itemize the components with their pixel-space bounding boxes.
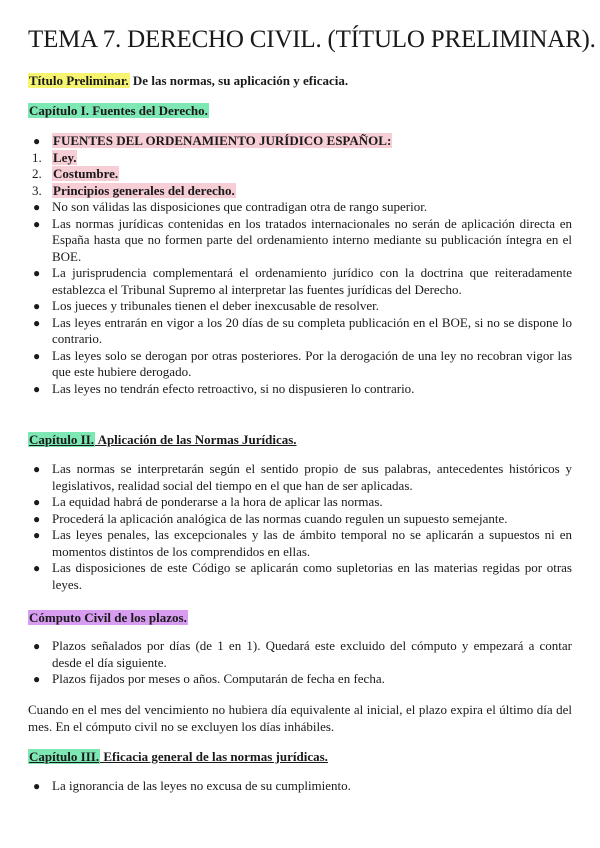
sources-heading-item xyxy=(28,133,572,150)
bullet-icon: ● xyxy=(33,299,41,313)
bullet-icon: ● xyxy=(33,672,41,686)
bullet-icon: ● xyxy=(33,266,41,280)
intro-rest: De las normas, su aplicación y eficacia. xyxy=(129,73,349,88)
bullet-icon: ● xyxy=(33,134,41,148)
list-item xyxy=(28,494,572,511)
list-item xyxy=(28,199,572,216)
list-item xyxy=(28,638,572,671)
list-item-text: Las normas jurídicas contenidas en los tratados internacionales no serán de aplicación directa en España hasta que no formen parte del ordenamiento interno mediante su publicación íntegra en el BOE. xyxy=(52,215,572,264)
list-item-text: Las leyes penales, las excepcionales y las de ámbito temporal no se aplicarán a supuestos ni en momentos distintos de los comprendidos en ellas. xyxy=(52,527,572,559)
bullet-icon: ● xyxy=(33,639,41,653)
bullet-icon: ● xyxy=(33,216,41,231)
list-item xyxy=(28,461,572,494)
list-item xyxy=(28,560,572,593)
bullet-icon: ● xyxy=(33,381,41,396)
source-label: Principios generales del derecho. xyxy=(53,182,235,198)
cap2-heading-prefix: Capítulo II. xyxy=(29,432,95,447)
cap2-list xyxy=(28,461,572,593)
list-item xyxy=(28,511,572,528)
computo-list xyxy=(28,638,572,688)
bullet-icon: ● xyxy=(33,528,41,542)
list-item-text: Las leyes solo se derogan por otras posteriores. Por la derogación de una ley no recobran vigor las que este hubiere derogado. xyxy=(52,347,572,379)
source-number: 1. xyxy=(32,149,42,165)
list-item-text: Las leyes no tendrán efecto retroactivo, si no dispusieren lo contrario. xyxy=(52,380,415,396)
list-item-text: Las disposiciones de este Código se aplicarán como supletorias en las materias regidas por otras leyes. xyxy=(52,560,572,592)
list-item xyxy=(28,265,572,298)
bullet-icon: ● xyxy=(33,200,41,214)
list-item xyxy=(28,298,572,315)
titulo-preliminar-highlight: Título Preliminar. xyxy=(29,73,129,88)
bullet-icon: ● xyxy=(33,561,41,575)
bullet-icon: ● xyxy=(33,315,41,330)
source-item xyxy=(28,166,572,183)
list-item xyxy=(28,527,572,560)
list-item-text: La equidad habrá de ponderarse a la hora de aplicar las normas. xyxy=(52,494,383,509)
cap3-heading xyxy=(28,749,572,766)
cap3-list xyxy=(28,778,572,795)
source-number: 2. xyxy=(32,166,42,181)
cap2-heading-rest: Aplicación de las Normas Jurídicas. xyxy=(95,432,297,447)
list-item xyxy=(28,381,572,398)
list-item xyxy=(28,348,572,381)
bullet-icon: ● xyxy=(33,511,41,526)
list-item-text: La ignorancia de las leyes no excusa de su cumplimiento. xyxy=(52,778,351,793)
bullet-icon: ● xyxy=(33,779,41,793)
source-item xyxy=(28,150,572,167)
computo-heading xyxy=(28,610,572,627)
cap1-heading xyxy=(28,103,572,120)
intro-line xyxy=(28,73,572,90)
list-item-text: Los jueces y tribunales tienen el deber inexcusable de resolver. xyxy=(52,298,380,313)
list-item-text: La jurisprudencia complementará el ordenamiento jurídico con la doctrina que reiteradamente establezca el Tribunal Supremo al interpretar las fuentes jurídicas del Derecho. xyxy=(52,265,572,297)
page-title: TEMA 7. DERECHO CIVIL. (TÍTULO PRELIMINAR). xyxy=(28,26,596,53)
list-item-text: Plazos señalados por días (de 1 en 1). Quedará este excluido del cómputo y empezará a contar desde el día siguiente. xyxy=(52,638,572,670)
cap3-heading-rest: Eficacia general de las normas jurídicas. xyxy=(100,749,328,764)
list-item xyxy=(28,315,572,348)
list-item-text: No son válidas las disposiciones que contradigan otra de rango superior. xyxy=(52,199,428,214)
list-item-text: Plazos fijados por meses o años. Computarán de fecha en fecha. xyxy=(52,671,385,686)
computo-heading-text: Cómputo Civil de los plazos. xyxy=(29,610,187,625)
source-item xyxy=(28,183,572,200)
source-label: Costumbre. xyxy=(53,166,119,181)
bullet-icon: ● xyxy=(33,462,41,476)
sources-block xyxy=(28,133,572,397)
sources-heading: FUENTES DEL ORDENAMIENTO JURÍDICO ESPAÑOL: xyxy=(53,133,392,148)
list-item xyxy=(28,778,572,795)
bullet-icon: ● xyxy=(33,348,41,363)
list-item xyxy=(28,671,572,688)
source-number: 3. xyxy=(32,182,42,198)
cap1-heading-text: Capítulo I. Fuentes del Derecho. xyxy=(29,103,208,118)
list-item-text: Las normas se interpretarán según el sentido propio de sus palabras, antecedentes históricos y legislativos, realidad social del tiempo en el que han de ser aplicadas. xyxy=(52,461,572,493)
cap3-heading-prefix: Capítulo III. xyxy=(29,749,100,764)
list-item xyxy=(28,216,572,266)
source-label: Ley. xyxy=(53,149,77,165)
list-item-text: Procederá la aplicación analógica de las normas cuando regulen un supuesto semejante. xyxy=(52,510,508,526)
computo-paragraph: Cuando en el mes del vencimiento no hubiera día equivalente al inicial, el plazo expira el último día del mes. En el cómputo civil no se excluyen los días inhábiles. xyxy=(28,702,572,734)
list-item-text: Las leyes entrarán en vigor a los 20 días de su completa publicación en el BOE, si no se dispone lo contrario. xyxy=(52,314,572,346)
bullet-icon: ● xyxy=(33,495,41,509)
cap2-heading xyxy=(28,432,572,449)
